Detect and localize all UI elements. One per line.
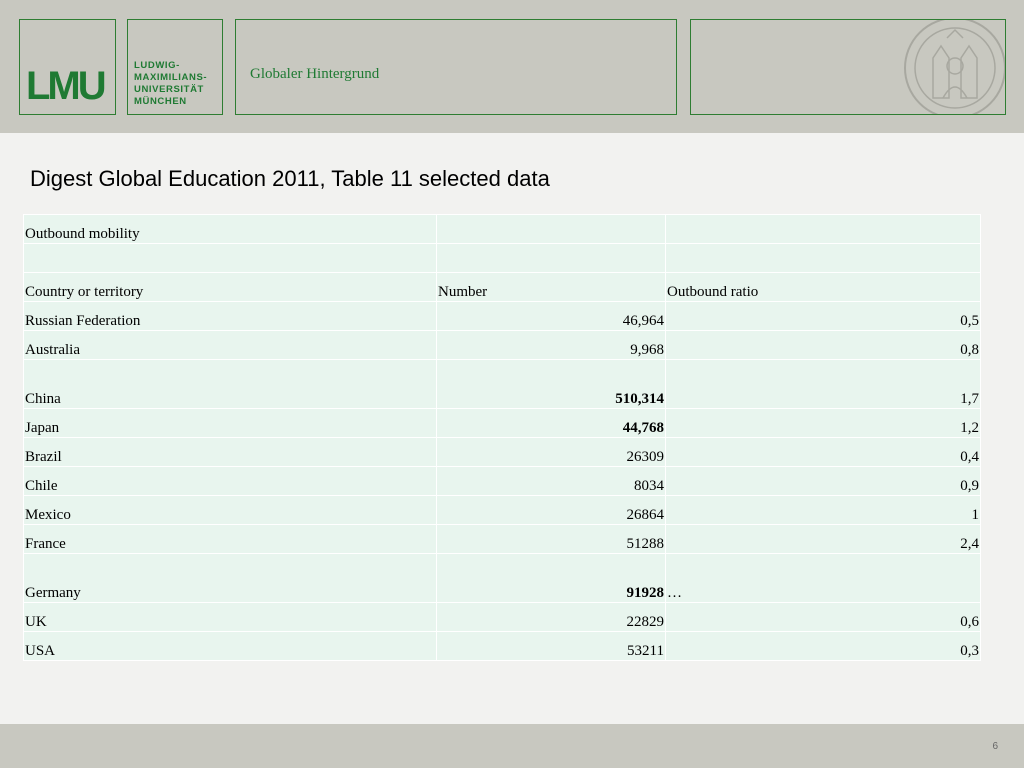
- ratio-cell: …: [666, 554, 981, 603]
- table-row: [24, 632, 981, 661]
- slide-header: [0, 0, 1024, 133]
- country-cell: UK: [24, 603, 437, 632]
- slide-footer: [0, 724, 1024, 768]
- ratio-cell: 0,5: [666, 302, 981, 331]
- ratio-cell: 1,7: [666, 360, 981, 409]
- number-cell: 91928: [437, 554, 666, 603]
- table-row: [24, 302, 981, 331]
- university-seal-icon: [903, 19, 1006, 115]
- country-cell: France: [24, 525, 437, 554]
- country-cell: Russian Federation: [24, 302, 437, 331]
- ratio-cell: 0,6: [666, 603, 981, 632]
- section-title-box: [235, 19, 677, 115]
- table-row: [24, 409, 981, 438]
- university-name-line: LUDWIG-: [134, 60, 180, 71]
- country-cell: Japan: [24, 409, 437, 438]
- header-ratio: Outbound ratio: [666, 273, 981, 302]
- empty-cell: [666, 244, 981, 273]
- number-cell: 53211: [437, 632, 666, 661]
- header-number: Number: [437, 273, 666, 302]
- empty-cell: [437, 244, 666, 273]
- ratio-cell: 2,4: [666, 525, 981, 554]
- page-number: 6: [992, 741, 998, 752]
- seal-box: [690, 19, 1006, 115]
- university-name-line: MÜNCHEN: [134, 96, 187, 107]
- country-cell: Chile: [24, 467, 437, 496]
- ratio-cell: 1,2: [666, 409, 981, 438]
- table-row: [24, 215, 981, 244]
- ratio-cell: 0,8: [666, 331, 981, 360]
- university-name: [134, 60, 207, 108]
- country-cell: Brazil: [24, 438, 437, 467]
- table-row: [24, 496, 981, 525]
- country-cell: Mexico: [24, 496, 437, 525]
- university-name-box: [127, 19, 223, 115]
- number-cell: 26309: [437, 438, 666, 467]
- number-cell: 9,968: [437, 331, 666, 360]
- table-row: [24, 331, 981, 360]
- table-row: [24, 438, 981, 467]
- header-country: Country or territory: [24, 273, 437, 302]
- number-cell: 44,768: [437, 409, 666, 438]
- empty-cell: [24, 244, 437, 273]
- ratio-cell: 0,4: [666, 438, 981, 467]
- country-cell: Germany: [24, 554, 437, 603]
- ratio-cell: 1: [666, 496, 981, 525]
- empty-cell: [437, 215, 666, 244]
- table-row: [24, 467, 981, 496]
- country-cell: China: [24, 360, 437, 409]
- table-row: [24, 244, 981, 273]
- number-cell: 51288: [437, 525, 666, 554]
- empty-cell: [666, 215, 981, 244]
- country-cell: Australia: [24, 331, 437, 360]
- section-title: Globaler Hintergrund: [250, 66, 380, 82]
- country-cell: USA: [24, 632, 437, 661]
- table-row: [24, 603, 981, 632]
- ratio-cell: 0,3: [666, 632, 981, 661]
- section-label-cell: Outbound mobility: [24, 215, 437, 244]
- slide-title: Digest Global Education 2011, Table 11 selected data: [30, 166, 550, 191]
- number-cell: 510,314: [437, 360, 666, 409]
- number-cell: 26864: [437, 496, 666, 525]
- university-name-line: UNIVERSITÄT: [134, 84, 204, 95]
- table-row: [24, 360, 981, 409]
- number-cell: 46,964: [437, 302, 666, 331]
- data-table: [23, 214, 981, 661]
- number-cell: 8034: [437, 467, 666, 496]
- number-cell: 22829: [437, 603, 666, 632]
- table-header-row: [24, 273, 981, 302]
- table-row: [24, 525, 981, 554]
- lmu-logo: LMU: [26, 64, 104, 108]
- logo-box: [19, 19, 116, 115]
- table-row: [24, 554, 981, 603]
- ratio-cell: 0,9: [666, 467, 981, 496]
- university-name-line: MAXIMILIANS-: [134, 72, 208, 83]
